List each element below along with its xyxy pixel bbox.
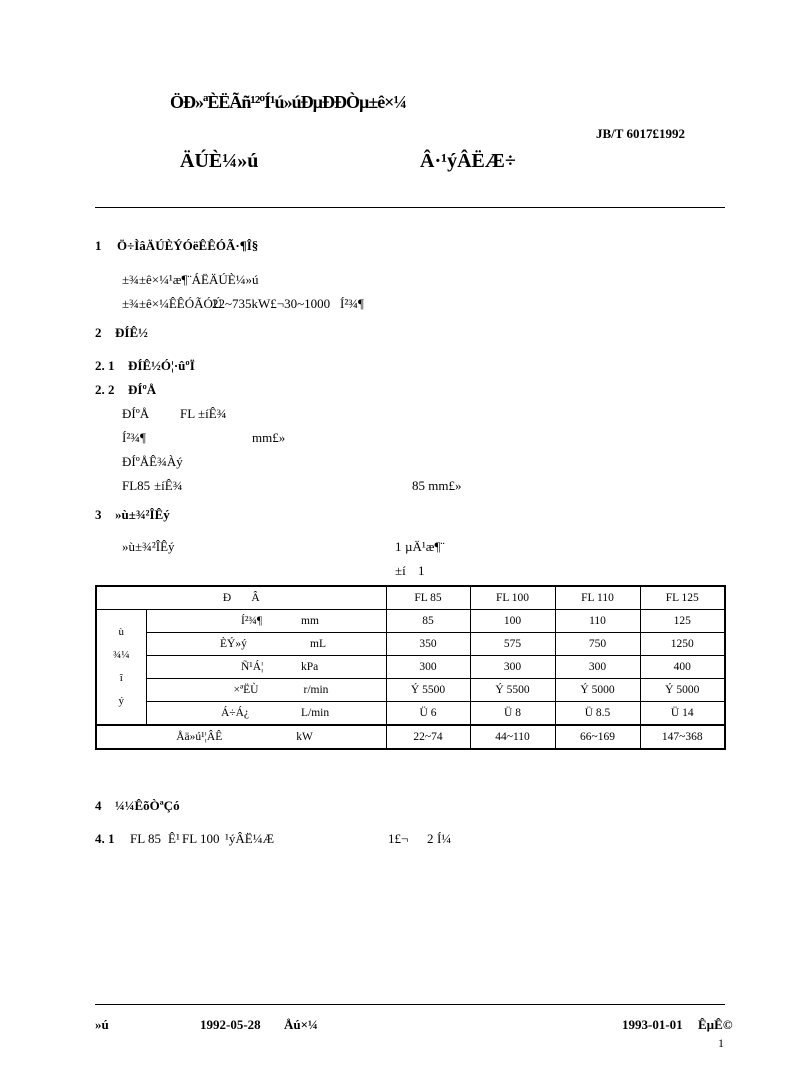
- model-line-1c: ±íÊ¾: [198, 406, 227, 421]
- table-cell: Ý 5000: [555, 679, 640, 702]
- section-2-2-text: ÐÍºÅ: [128, 382, 157, 397]
- table-cell: 575: [470, 633, 555, 656]
- section-2-title: ÐÍÊ½: [115, 325, 148, 340]
- table-cell: 750: [555, 633, 640, 656]
- standard-title: ÖÐ»ªÈËÃñ¹²ºÍ¹ú»úÐµÐÐÒµ±ê×¼: [170, 92, 406, 112]
- table-row: [96, 702, 725, 726]
- table-cell: 400: [640, 656, 725, 679]
- model-line-2b: mm£»: [252, 430, 286, 445]
- section-4-1-d: ¹ýÂË¼Æ: [225, 831, 275, 846]
- section-3-line-b: 1: [395, 539, 402, 554]
- row-label: Ñ¹Á¦ kPa: [146, 656, 386, 679]
- effective-label: ÊµÊ©: [698, 1017, 733, 1032]
- model-line-2a: Í²¾¶: [122, 430, 146, 445]
- section-1-line-2c: Í²¾¶: [340, 296, 364, 311]
- column-header: FL 85: [386, 586, 470, 610]
- section-3-number: 3: [95, 507, 102, 522]
- product-name-left: ÄÚÈ¼»ú: [180, 150, 259, 172]
- table-header-label: Ð Â: [96, 586, 386, 610]
- standard-code: JB/T 6017£1992: [596, 126, 685, 141]
- section-4-1-b: Ê¹: [168, 831, 180, 846]
- column-header: FL 110: [555, 586, 640, 610]
- column-header: FL 100: [470, 586, 555, 610]
- table-cell: Ü 14: [640, 702, 725, 726]
- table-cell: 300: [386, 656, 470, 679]
- approved-date: 1992-05-28: [200, 1017, 261, 1032]
- section-2-1-text: ÐÍÊ½Ó¦·ûºÏ: [128, 358, 195, 373]
- table-cell: 100: [470, 610, 555, 633]
- spec-table: [95, 585, 726, 750]
- power-row: [96, 725, 725, 749]
- table-row: [96, 610, 725, 633]
- table-cell: 300: [555, 656, 640, 679]
- table-cell: Ý 5500: [386, 679, 470, 702]
- header-rule: [95, 207, 725, 208]
- model-line-4b: ±íÊ¾: [154, 478, 183, 493]
- table-cell: 44~110: [470, 725, 555, 749]
- row-label: ×ªËÙ r/min: [146, 679, 386, 702]
- model-line-1b: FL: [180, 406, 196, 421]
- section-4-title: ¼¼ÊõÒªÇó: [115, 798, 180, 813]
- table-cell: Ý 5000: [640, 679, 725, 702]
- table-cell: 350: [386, 633, 470, 656]
- table-cell: 300: [470, 656, 555, 679]
- table-cell: 66~169: [555, 725, 640, 749]
- power-row-label: Åä»ú¹¦ÂÊ kW: [96, 725, 386, 749]
- table-cell: 22~74: [386, 725, 470, 749]
- model-line-1a: ÐÍºÅ: [122, 406, 150, 421]
- row-label: Á÷Á¿ L/min: [146, 702, 386, 726]
- model-line-3: ÐÍºÅÊ¾Àý: [122, 454, 183, 469]
- section-4-1-g: Í¼: [437, 831, 452, 846]
- section-2-1-number: 2. 1: [95, 358, 115, 373]
- section-3-title: »ù±¾²ÎÊý: [115, 507, 170, 522]
- model-line-4c: 85 mm£»: [412, 478, 462, 493]
- parameter-group-label: ù ¾¼ î ý: [96, 610, 146, 726]
- section-1-line-2b: 22~735kW£¬30~1000: [212, 296, 331, 311]
- section-3-line-c: µÄ¹æ¶¨: [405, 539, 445, 554]
- column-header: FL 125: [640, 586, 725, 610]
- table-row: [96, 679, 725, 702]
- row-label: ÈÝ»ý mL: [146, 633, 386, 656]
- model-line-4a: FL85: [122, 478, 151, 493]
- section-1-number: 1: [95, 238, 102, 253]
- table-cell: 1250: [640, 633, 725, 656]
- table-caption-number: 1: [418, 563, 425, 578]
- product-name-right: Â·¹ýÂËÆ÷: [420, 150, 516, 172]
- table-row: [96, 656, 725, 679]
- footer-issuer: »ú: [95, 1017, 109, 1032]
- table-cell: Ü 6: [386, 702, 470, 726]
- section-1-title: Ö÷ÌâÄÚÈÝÓëÊÊÓÃ·¶Î§: [117, 238, 259, 253]
- table-cell: 110: [555, 610, 640, 633]
- table-cell: 147~368: [640, 725, 725, 749]
- row-label: Í²¾¶ mm: [146, 610, 386, 633]
- section-1-line-2a: ±¾±ê×¼ÊÊÓÃÓÚ: [122, 296, 223, 311]
- section-2-number: 2: [95, 325, 102, 340]
- table-row: [96, 633, 725, 656]
- section-4-1-f: 2: [427, 831, 434, 846]
- section-4-1-number: 4. 1: [95, 831, 115, 846]
- section-4-1-c: FL 100: [182, 831, 220, 846]
- table-header-row: [96, 586, 725, 610]
- section-3-line-a: »ù±¾²ÎÊý: [122, 539, 175, 554]
- section-4-1-a: FL 85: [130, 831, 161, 846]
- table-cell: Ü 8.5: [555, 702, 640, 726]
- footer-rule: [95, 1004, 725, 1005]
- section-4-number: 4: [95, 798, 102, 813]
- table-cell: Ü 8: [470, 702, 555, 726]
- table-cell: Ý 5500: [470, 679, 555, 702]
- table-cell: 125: [640, 610, 725, 633]
- page-number: 1: [718, 1036, 724, 1050]
- approved-label: Åú×¼: [284, 1017, 318, 1032]
- section-4-1-e: 1£¬: [388, 831, 409, 846]
- table-cell: 85: [386, 610, 470, 633]
- table-caption-label: ±í: [395, 563, 406, 578]
- effective-date: 1993-01-01: [622, 1017, 683, 1032]
- section-1-line-1: ±¾±ê×¼¹æ¶¨ÁËÄÚÈ¼»ú: [122, 272, 259, 287]
- section-2-2-number: 2. 2: [95, 382, 115, 397]
